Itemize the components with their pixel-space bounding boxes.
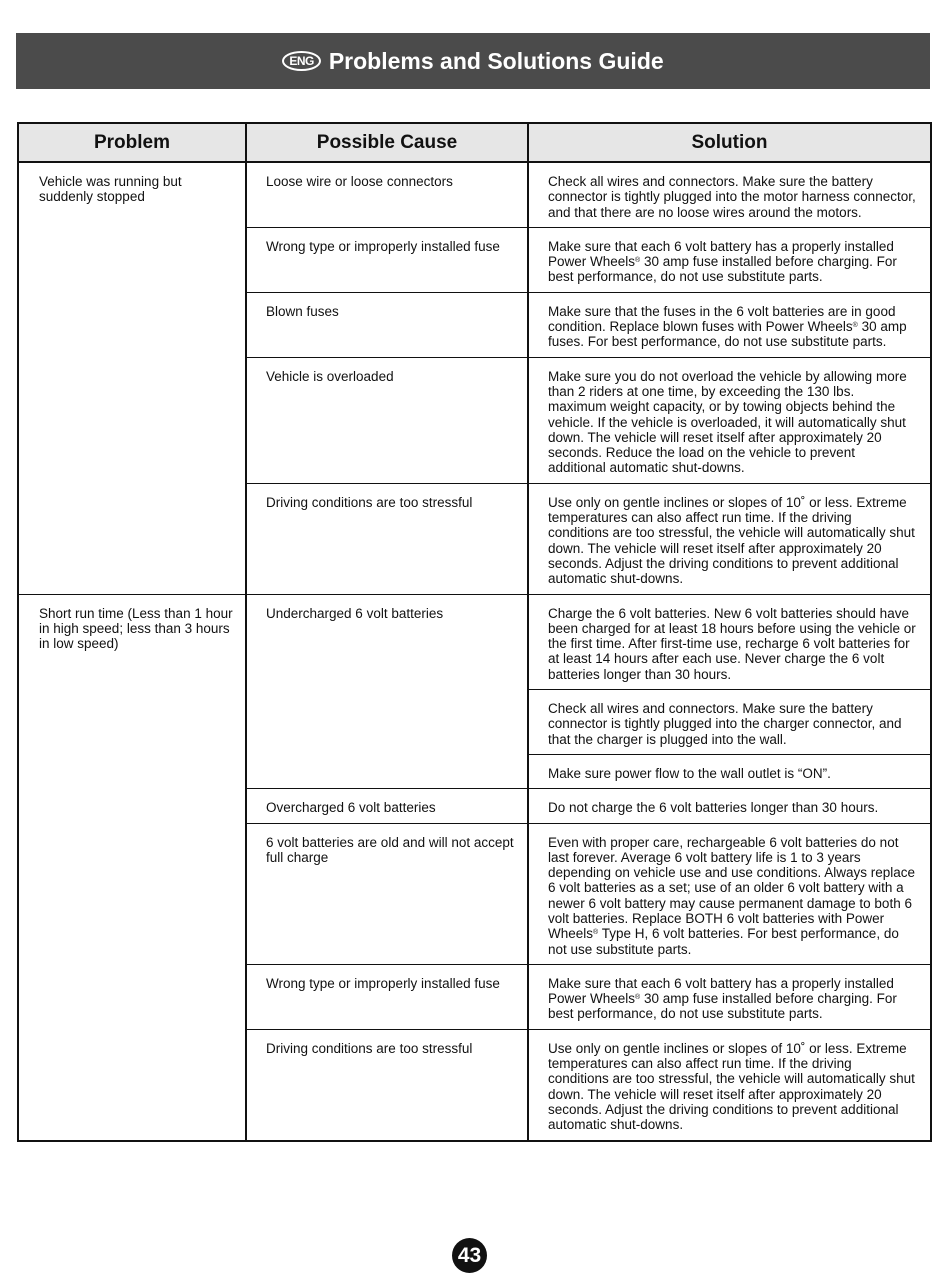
solution-cell: Check all wires and connectors. Make sure the battery connector is tightly plugged into the charger connector, and that the charger is plugged into the wall.: [528, 690, 931, 755]
solution-cell: Make sure power flow to the wall outlet is “ON”.: [528, 754, 931, 788]
language-badge: ENG: [282, 51, 321, 71]
solution-cell: Make sure you do not overload the vehicle by allowing more than 2 riders at one time, by exceeding the 130 lbs. maximum weight capacity, or by towing objects behind the vehicle. If the vehicle is overloaded, it will automatically shut down. The vehicle will reset itself after approximately 20 seconds. Reduce the load on the vehicle to prevent additional automatic shut-downs.: [528, 357, 931, 483]
solution-text: Type H, 6 volt batteries. For best performance, do not use substitute parts.: [548, 926, 899, 957]
solution-text: 30 amp fuse installed before charging. For best performance, do not use substitute parts.: [548, 991, 897, 1022]
problems-solutions-table: [17, 122, 932, 1142]
registered-mark: ®: [635, 994, 641, 1002]
cause-cell: Driving conditions are too stressful: [246, 483, 528, 594]
solution-cell: Do not charge the 6 volt batteries longer than 30 hours.: [528, 789, 931, 823]
cause-cell: Overcharged 6 volt batteries: [246, 789, 528, 823]
cause-cell: Undercharged 6 volt batteries: [246, 594, 528, 789]
solution-cell: Use only on gentle inclines or slopes of 10˚ or less. Extreme temperatures can also affect run time. If the driving conditions are too stressful, the vehicle will automatically shut down. The vehicle will reset itself after approximately 20 seconds. Adjust the driving conditions to prevent additional automatic shut-downs.: [528, 483, 931, 594]
registered-mark: ®: [593, 929, 599, 937]
solution-text: Make sure that the fuses in the 6 volt batteries are in good condition. Replace blown fuses with Power Wheels: [548, 303, 896, 335]
solution-cell: Use only on gentle inclines or slopes of 10˚ or less. Extreme temperatures can also affect run time. If the driving conditions are too stressful, the vehicle will automatically shut down. The vehicle will reset itself after approximately 20 seconds. Adjust the driving conditions to prevent additional automatic shut-downs.: [548, 1040, 915, 1133]
solution-cell: Charge the 6 volt batteries. New 6 volt batteries should have been charged for at least 18 hours before using the vehicle or the first time. After first-time use, recharge 6 volt batteries for at least 14 hours after each use. Never charge the 6 volt batteries longer than 30 hours.: [528, 594, 931, 689]
page-title: Problems and Solutions Guide: [328, 47, 664, 74]
cause-cell: 6 volt batteries are old and will not accept full charge: [246, 823, 528, 964]
cause-cell: Loose wire or loose connectors: [246, 162, 528, 227]
cause-cell: Blown fuses: [246, 292, 528, 357]
registered-mark: ®: [635, 257, 641, 265]
cause-cell: Wrong type or improperly installed fuse: [246, 964, 528, 1029]
problem-cell: Vehicle was running but suddenly stopped: [18, 162, 246, 594]
registered-mark: ®: [852, 322, 858, 330]
table-row: [18, 594, 931, 689]
table-header-row: [18, 123, 931, 162]
cause-cell: Driving conditions are too stressful: [246, 1029, 528, 1141]
column-header-problem: Problem: [18, 123, 246, 162]
problem-cell: Short run time (Less than 1 hour in high speed; less than 3 hours in low speed): [18, 594, 246, 1141]
column-header-cause: Possible Cause: [246, 123, 528, 162]
column-header-solution: Solution: [528, 123, 931, 162]
solution-cell: [528, 964, 931, 1029]
cause-cell: Vehicle is overloaded: [246, 357, 528, 483]
solution-cell: [528, 823, 931, 964]
solution-text: Make sure that each 6 volt battery has a properly installed Power Wheels: [548, 975, 894, 1007]
solution-text: 30 amp fuse installed before charging. For best performance, do not use substitute parts.: [548, 254, 897, 285]
table-row: [18, 162, 931, 227]
title-bar: [16, 33, 930, 89]
solution-cell: [528, 227, 931, 292]
page-number: 43: [452, 1238, 487, 1273]
solution-text: Make sure that each 6 volt battery has a properly installed Power Wheels: [548, 238, 894, 270]
solution-cell: Check all wires and connectors. Make sure the battery connector is tightly plugged into the motor harness connector, and that there are no loose wires around the motors.: [528, 162, 931, 227]
solution-text: 30 amp fuses. For best performance, do not use substitute parts.: [548, 319, 907, 350]
solution-cell: [528, 292, 931, 357]
cause-cell: Wrong type or improperly installed fuse: [246, 227, 528, 292]
solution-text: Even with proper care, rechargeable 6 volt batteries do not last forever. Average 6 volt battery life is 1 to 3 years depending on vehicle use and use conditions. Always replace 6 volt batteries as a set; use of an older 6 volt battery with a newer 6 volt battery may cause permanent damage to both 6 volt batteries. Replace BOTH 6 volt batteries with Power Wheels: [548, 834, 915, 942]
